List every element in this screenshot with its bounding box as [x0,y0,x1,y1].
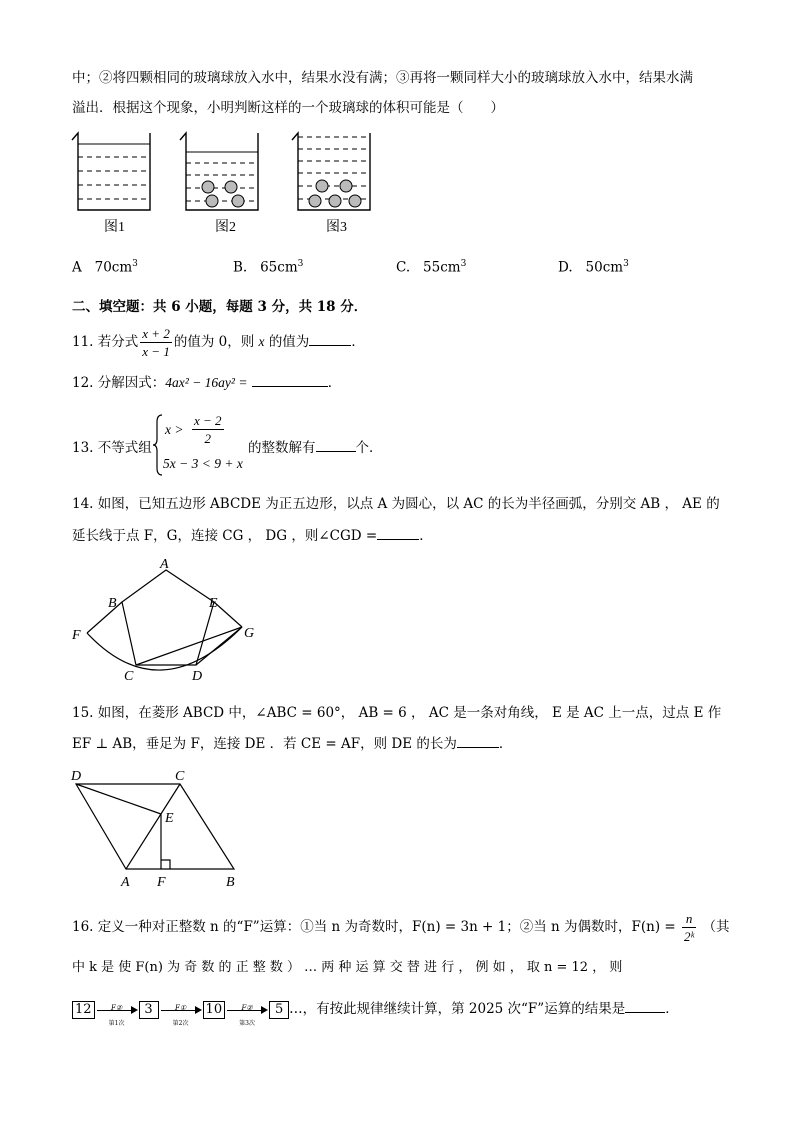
q16-text-line1 [72,910,729,945]
q10-text-line1: 中；②将四颗相同的玻璃球放入水中，结果水没有满；③再将一颗同样大小的玻璃球放入水中，结果水满 [72,70,693,86]
q13-brace [153,414,163,476]
option-c-sup: 3 [460,259,467,269]
q13-ineq1-den: 2 [204,431,212,446]
q16-text-line2: 中 k 是 使 F(n) 为 奇 数 的 正 整 数 ） … 两 种 运 算 交 替 进 行 ， 例 如 ， 取 n = 12 ， 则 [72,960,623,975]
q14-text-line2 [72,525,433,546]
chain-arrow-2-step: 第2次 [172,1019,189,1027]
chain-arrow-2 [159,1002,203,1027]
q16-frac-num: n [682,910,696,928]
q16-line3-end: ． [665,1001,679,1017]
beaker-1 [72,133,150,210]
q13-ineq1-left: x > [165,422,184,437]
option-d-sup: 3 [623,259,629,269]
chain-box-3: 10 [203,1001,226,1019]
label-f: F [157,875,166,890]
label-c: C [124,669,134,684]
question-11 [72,322,365,362]
beaker-3 [292,133,370,210]
label-b: B [108,596,117,611]
q13-pre: 不等式组 [97,440,152,456]
q12-expr: 4ax² − 16ay² = [165,375,248,390]
rhombus-figure [64,764,254,892]
q13-ineq2: 5x − 3 < 9 + x [163,456,243,471]
chain-box-1: 12 [72,1001,95,1019]
figure-label-1: 图1 [104,220,125,235]
q13-number: 13. [72,440,94,456]
chain-arrow-1-step: 第1次 [108,1019,125,1027]
beaker-figures [60,128,390,240]
chain-arrow-3-step: 第3次 [239,1019,255,1027]
q13-end: 个． [355,440,383,456]
chain-arrow-3-op: F② [241,1003,253,1012]
q12-end: ． [327,375,342,391]
label-b: B [226,875,235,890]
q15-line2-end: ． [498,736,513,752]
pentagon-figure [64,555,274,685]
q15-text-line1: 15. 如图，在菱形 ABCD 中，∠ABC = 60°， AB = 6 ， AC 是一条对角线， E 是 AC 上一点，过点 E 作 [72,705,722,721]
label-g: G [244,626,255,641]
label-c: C [175,769,185,784]
q16-answer-blank[interactable] [625,998,665,1013]
q11-post: 的值为 [268,334,310,350]
chain-box-2: 3 [139,1001,159,1019]
label-d: D [71,769,82,784]
q11-mid: 的值为 0，则 [173,334,255,350]
chain-arrow-3 [225,1002,269,1027]
q15-line2-pre: EF ⊥ AB，垂足为 F，连接 DE ．若 CE = AF，则 DE 的长为 [72,736,457,752]
option-d-value: 50cm [585,259,624,276]
q11-var: x [258,334,265,349]
q16-frac-den: 2ᵏ [684,929,695,944]
q14-answer-blank[interactable] [377,525,419,540]
label-a: A [160,557,169,572]
option-b-letter: B [233,259,243,276]
figure-label-3: 图3 [326,220,347,235]
beaker-2 [180,133,258,210]
q13-post: 的整数解有 [248,440,316,456]
q15-text-line2 [72,733,512,754]
q16-line1-pre: 16. 定义一种对正整数 n 的“F”运算：①当 n 为奇数时，F(n) = 3n + 1；②当 n 为偶数时，F(n) = [72,919,676,935]
q12-pre: 分解因式： [97,375,166,391]
q16-fraction [682,910,696,945]
q14-line2-end: ． [419,528,433,544]
q11-fraction [140,325,172,360]
figure-label-2: 图2 [215,220,236,235]
q10-text-line2: 溢出．根据这个现象，小明判断这样的一个玻璃球的体积可能是（ ） [72,100,504,116]
label-e: E [165,811,174,826]
question-12 [72,372,341,393]
q15-answer-blank[interactable] [457,733,499,748]
option-d: D. $50cm^3$ [558,259,629,276]
option-a-letter: A [72,259,82,276]
q11-frac-num: x + 2 [142,326,170,341]
chain-arrow-2-op: F① [174,1003,187,1012]
q16-line1-end: （其 [702,919,730,935]
option-c-value: 55cm [423,259,461,276]
option-a-value: 70cm [94,259,133,276]
chain-box-4: 5 [269,1001,289,1019]
option-b: B. $65cm^3$ [233,259,304,276]
q12-number: 12. [72,375,94,391]
q13-answer-blank[interactable] [316,437,356,452]
option-a-sup: 3 [132,259,138,269]
q11-number: 11. [72,334,94,350]
q14-text-line1: 14. 如图，已知五边形 ABCDE 为正五边形，以点 A 为圆心，以 AC 的长为半径画弧，分别交 AB ， AE 的 [72,496,720,512]
option-c: C. $55cm^3$ [396,259,467,276]
q16-line3-post: …，有按此规律继续计算，第 2025 次“F”运算的结果是 [289,1001,626,1017]
option-c-letter: C [396,259,406,276]
chain-arrow-1-op: F② [110,1003,123,1012]
label-e: E [209,596,218,611]
q11-end: ． [351,334,365,350]
q14-line2-pre: 延长线于点 F，G，连接 CG ， DG ，则∠CGD = [72,528,378,544]
q12-answer-blank[interactable] [252,372,328,387]
section-heading: 二、填空题：共 6 小题，每题 3 分，共 18 分． [72,299,368,315]
option-d-letter: D [558,259,569,276]
label-d: D [192,669,203,684]
label-f: F [72,628,81,643]
option-b-sup: 3 [297,259,304,269]
option-b-value: 65cm [260,259,298,276]
q13-ineq1-num: x − 2 [194,413,222,428]
q11-frac-den: x − 1 [142,344,170,359]
question-13 [72,412,472,478]
q11-pre: 若分式 [97,334,139,350]
label-a: A [121,875,130,890]
chain-arrow-1 [95,1002,139,1027]
q16-text-line3 [72,998,679,1027]
q13-ineq1-frac [192,412,224,447]
option-a [72,259,138,276]
q11-answer-blank[interactable] [309,331,351,346]
